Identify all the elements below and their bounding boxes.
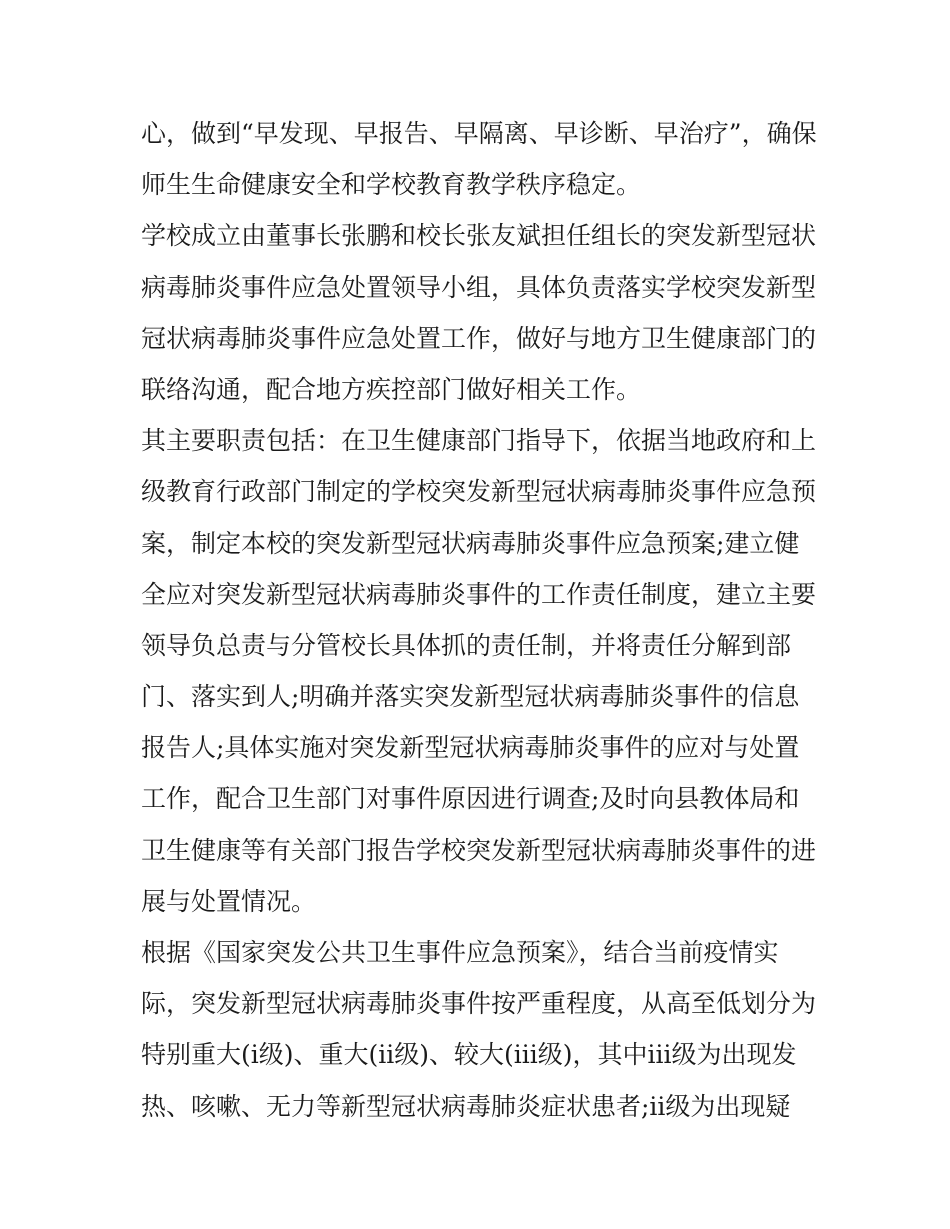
text-line: 热、咳嗽、无力等新型冠状病毒肺炎症状患者;ⅱ级为出现疑 [141, 1091, 791, 1121]
text-line: 心，做到“早发现、早报告、早隔离、早诊断、早治疗”，确保 [141, 119, 817, 148]
text-line: 案，制定本校的突发新型冠状病毒肺炎事件应急预案;建立健 [141, 528, 800, 558]
text-line: 际，突发新型冠状病毒肺炎事件按严重程度，从高至低划分为 [141, 989, 817, 1019]
text-line: 领导负总责与分管校长具体抓的责任制，并将责任分解到部 [141, 630, 792, 660]
text-line: 冠状病毒肺炎事件应急处置工作，做好与地方卫生健康部门的 [141, 323, 817, 353]
text-line: 展与处置情况。 [141, 886, 317, 916]
text-line: 其主要职责包括：在卫生健康部门指导下，依据当地政府和上 [141, 426, 817, 456]
text-line: 联络沟通，配合地方疾控部门做好相关工作。 [141, 374, 642, 404]
text-line: 门、落实到人;明确并落实突发新型冠状病毒肺炎事件的信息 [141, 682, 800, 712]
text-line: 师生生命健康安全和学校教育教学秩序稳定。 [141, 170, 642, 200]
text-line: 工作，配合卫生部门对事件原因进行调查;及时向县教体局和 [141, 784, 800, 814]
document-body [141, 108, 821, 1132]
text-line: 根据《国家突发公共卫生事件应急预案》，结合当前疫情实 [141, 938, 779, 967]
text-line: 级教育行政部门制定的学校突发新型冠状病毒肺炎事件应急预 [141, 477, 817, 507]
text-line: 病毒肺炎事件应急处置领导小组，具体负责落实学校突发新型 [141, 272, 817, 302]
text-line: 全应对突发新型冠状病毒肺炎事件的工作责任制度，建立主要 [141, 579, 817, 609]
text-line: 学校成立由董事长张鹏和校长张友斌担任组长的突发新型冠状 [141, 221, 817, 251]
text-line: 特别重大(ⅰ级)、重大(ⅱ级)、较大(ⅲ级)，其中ⅲ级为出现发 [141, 1040, 797, 1070]
text-line: 报告人;具体实施对突发新型冠状病毒肺炎事件的应对与处置 [141, 733, 800, 763]
text-line: 卫生健康等有关部门报告学校突发新型冠状病毒肺炎事件的进 [141, 835, 817, 865]
